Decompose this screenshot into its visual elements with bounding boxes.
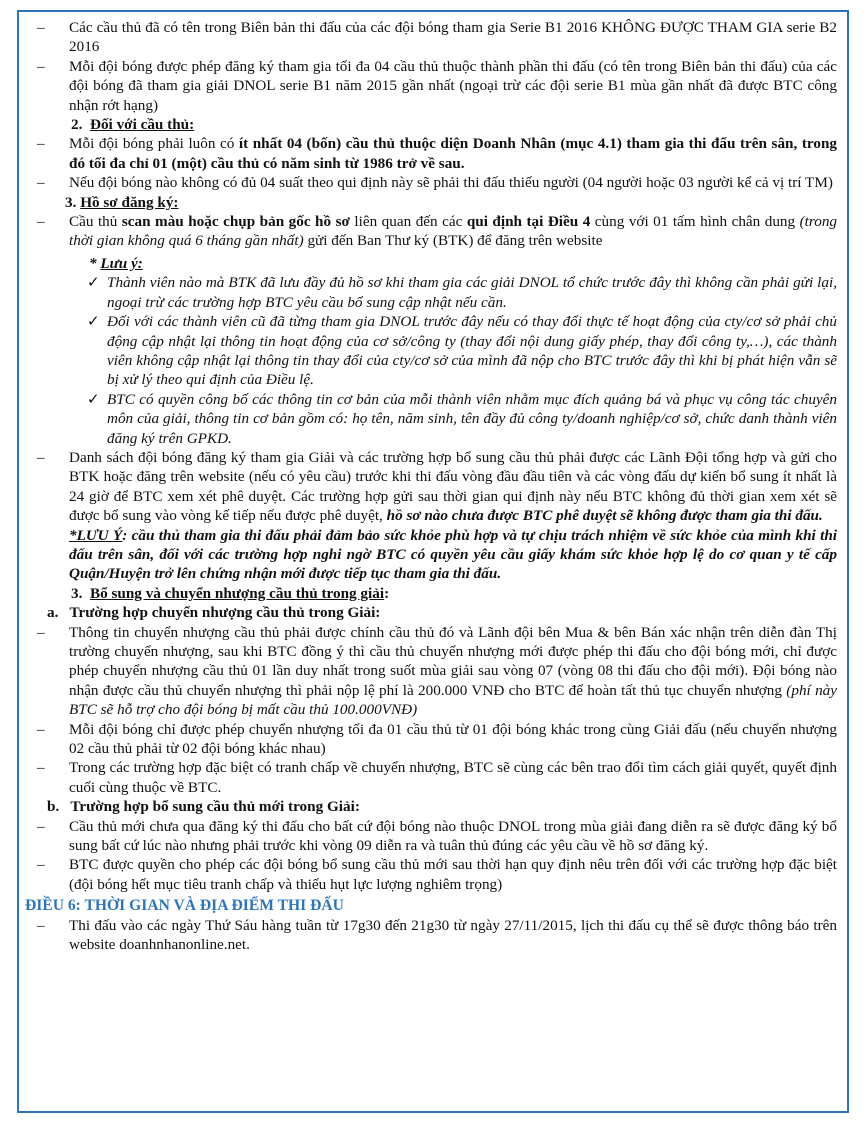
rule-item	[27, 720, 837, 759]
section-heading-registration	[27, 193, 837, 212]
note-checklist-item	[27, 273, 837, 312]
rule-item	[27, 817, 837, 856]
rule-item	[27, 212, 837, 251]
rule-text-bold: ít nhất 04 (bốn) cầu thủ thuộc diện Doanh Nhân (mục 4.1) tham gia thi đấu trên sân, trong đó tối đa chỉ 01 (một) cầu thủ có năm sinh từ 1986 trở về sau.	[69, 135, 837, 172]
rule-text-italic: (phí này BTC sẽ hỗ trợ cho đội bóng bị mất cầu thủ 100.000VNĐ)	[69, 681, 837, 719]
rule-item	[27, 448, 837, 526]
note-checklist-item	[27, 312, 837, 390]
rule-text: Nếu đội bóng nào không có đủ 04 suất theo qui định này sẽ phải thi đấu thiếu người (04 người hoặc 03 người kể cả vị trí TM)	[69, 174, 833, 192]
rule-text: Cầu thủ	[69, 213, 122, 231]
document-page	[17, 10, 849, 1113]
rule-text: BTC được quyền cho phép các đội bóng bổ sung cầu thủ mới sau thời hạn quy định nêu trên đối với các trường hợp đặc biệt (đội bóng hết mục tiêu tranh chấp và thiếu hụt lực lượng nghiêm trọng)	[69, 856, 837, 893]
section-number: 3.	[65, 193, 77, 211]
rule-item	[27, 173, 837, 192]
note-checklist-item	[27, 390, 837, 448]
rule-text: Thi đấu vào các ngày Thứ Sáu hàng tuần từ 17g30 đến 21g30 từ ngày 27/11/2015, lịch thi đấu cụ thể sẽ được thông báo trên website doanhnhanonline.net.	[69, 916, 837, 954]
rule-item	[27, 916, 837, 955]
rule-text: Trong các trường hợp đặc biệt có tranh chấp về chuyển nhượng, BTC sẽ cùng các bên trao đổi tìm cách giải quyết, quyết định cuối cùng thuộc về BTC.	[69, 759, 837, 796]
section-title: Hồ sơ đăng ký:	[80, 193, 179, 211]
rule-item	[27, 134, 837, 173]
note-text: Thành viên nào mà BTK đã lưu đầy đủ hồ sơ khi tham gia các giải DNOL tổ chức trước đây thì không cần phải gửi lại, ngoại trừ các trường hợp BTC yêu cầu bổ sung cập nhật nếu cần.	[107, 274, 837, 311]
rule-text: cùng với 01 tấm hình chân dung	[590, 213, 800, 231]
rule-text: Mỗi đội bóng phải luôn có	[69, 135, 239, 153]
note-title: Lưu ý:	[100, 254, 143, 272]
warning-label: *LƯU Ý	[69, 526, 123, 544]
rule-text: Danh sách đội bóng đăng ký tham gia Giải và các trường hợp bổ sung cầu thủ phải được các Lãnh Đội tổng hợp và gửi cho BTK hoặc đăng trên website (nếu có yêu cầu) trước khi thi đấu vòng đầu đầu tiên và các vòng đấu dự kiến bổ sung ít nhất là 24 giờ để BTC xem xét phê duyệt. Các trường hợp gửi sau thời gian qui định này nếu BTC không đủ thời gian xem xét sẽ được bổ sung vào vòng kế tiếp nếu được phê duyệt,	[69, 448, 837, 525]
section-number: 2.	[71, 116, 83, 134]
health-warning	[27, 526, 837, 584]
rule-text: gửi đến Ban Thư ký (BTK) để đăng trên website	[303, 232, 603, 250]
rule-item	[27, 758, 837, 797]
rule-text: Thông tin chuyển nhượng cầu thủ phải được chính cầu thủ đó và Lãnh đội bên Mua & bên Bán xác nhận trên diễn đàn Thị trường chuyển nhượng, sau khi BTC đồng ý thì cầu thủ chuyển nhượng mới được phép thi đấu cho đội bóng mới, chỉ được phép chuyển nhượng cầu thủ 01 lần duy nhất trong suốt mùa giải sau vòng 07 (vòng 08 thi đấu cho đội mới). Đội bóng nào nhận được cầu thủ chuyển nhượng thì phải nộp lệ phí là 200.000 VNĐ cho BTC để hoàn tất thủ tục chuyển nhượng	[69, 623, 837, 699]
rule-item	[27, 855, 837, 894]
rule-item	[27, 57, 837, 115]
rule-item	[27, 18, 837, 57]
subsection-label: b.	[47, 798, 60, 816]
section-number: 3.	[71, 584, 83, 602]
subsection-heading-transfer	[27, 603, 837, 622]
subsection-title: Trường hợp chuyển nhượng cầu thủ trong Giải:	[69, 604, 381, 622]
note-heading	[27, 254, 837, 273]
section-heading-transfers	[27, 584, 837, 603]
rule-text: Cầu thủ mới chưa qua đăng ký thi đấu cho bất cứ đội bóng nào thuộc DNOL trong mùa giải đang diễn ra sẽ được đăng ký bổ sung bất cứ lúc nào nhưng phải trước khi vòng 09 diễn ra và tuân thủ đúng các yêu cầu về hồ sơ đăng ký.	[69, 817, 837, 855]
rule-item	[27, 623, 837, 720]
subsection-heading-new-players	[27, 797, 837, 816]
warning-text: : cầu thủ tham gia thi đấu phải đảm bảo sức khỏe phù hợp và tự chịu trách nhiệm về sức khỏe của mình khi thi đấu trên sân, đối với các trường hợp nghi ngờ BTC có quyền yêu cầu giấy khám sức khỏe hợp lệ do cơ quan y tế cấp Quận/Huyện trở lên chứng nhận mới được tiếp tục tham gia thi đấu.	[69, 526, 838, 583]
article-6-heading: ĐIỀU 6: THỜI GIAN VÀ ĐỊA ĐIỂM THI ĐẤU	[25, 897, 344, 915]
rule-text: Mỗi đội bóng chỉ được phép chuyển nhượng tối đa 01 cầu thủ từ 01 đội bóng khác trong cùng Giải đấu (nếu chuyển nhượng 02 cầu thủ phải từ 02 đội bóng khác nhau)	[69, 720, 837, 758]
rule-text-bold: scan màu hoặc chụp bản gốc hồ sơ	[121, 213, 350, 231]
rule-text: Mỗi đội bóng được phép đăng ký tham gia tối đa 04 cầu thủ thuộc thành phần thi đấu (có tên trong Biên bản thi đấu) của các đội bóng đã tham gia giải DNOL serie B1 năm 2015 gần nhất (ngoại trừ các đội serie B1 mùa gần nhất đã được BTC công nhận rớt hạng)	[69, 57, 837, 114]
rule-text: Các cầu thủ đã có tên trong Biên bản thi đấu của các đội bóng tham gia Serie B1 2016 KHÔNG ĐƯỢC THAM GIA serie B2 2016	[69, 19, 837, 56]
document-content	[19, 12, 847, 955]
note-text: Đối với các thành viên cũ đã từng tham gia DNOL trước đây nếu có thay đổi thực tế hoạt động của cty/cơ sở phải chủ động cập nhật lại thông tin hoạt động của cơ sở/công ty (thay đổi nội dung giấy phép, thay đổi công ty,…), các thành viên không cập nhật lại thông tin thay đổi của cty/cơ sở của mình đã nộp cho BTC trước đây thì khi bị phát hiện vẫn sẽ bị xử lý theo qui định của Điều lệ.	[107, 313, 837, 389]
rule-text-bold-italic: hồ sơ nào chưa được BTC phê duyệt sẽ không được tham gia thi đấu.	[386, 507, 823, 525]
section-colon: :	[384, 584, 390, 602]
subsection-title: Trường hợp bổ sung cầu thủ mới trong Giải:	[70, 798, 360, 816]
rule-text: liên quan đến các	[349, 213, 467, 231]
subsection-label: a.	[47, 604, 59, 622]
section-heading-players	[27, 115, 837, 134]
section-title: Đối với cầu thủ:	[89, 116, 195, 134]
note-text: BTC có quyền công bố các thông tin cơ bản của mỗi thành viên nhằm mục đích quảng bá và phục vụ công tác chuyên môn của giải, thông tin cơ bản gồm có: họ tên, năm sinh, tên đầy đủ công ty/doanh nghiệp/cơ sở, chức danh thành viên đăng ký trên GPKD.	[107, 390, 837, 447]
rule-text-italic: (trong thời gian không quá 6 tháng gần nhất)	[69, 213, 838, 250]
note-star: *	[89, 254, 101, 272]
rule-text-bold: qui định tại Điều 4	[466, 213, 591, 231]
section-title: Bổ sung và chuyển nhượng cầu thủ trong giải	[89, 584, 385, 602]
